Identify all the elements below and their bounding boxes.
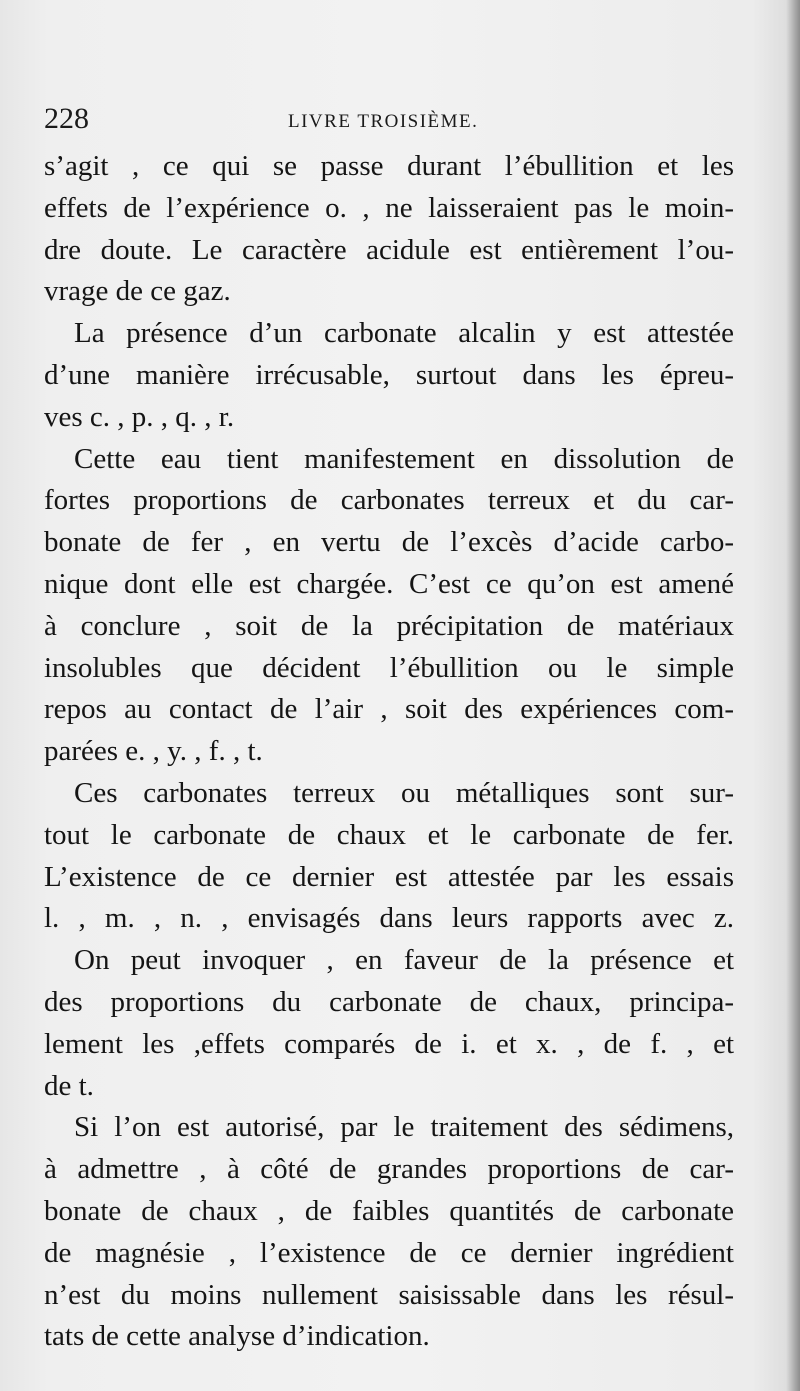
text-line: repos au contact de l’air , soit des expériences com- (44, 693, 734, 726)
text-line: parées e. , y. , f. , t. (44, 735, 263, 768)
text-line: tats de cette analyse d’indication. (44, 1320, 430, 1353)
text-line: de t. (44, 1069, 94, 1102)
text-line: insolubles que décident l’ébullition ou le simple (44, 651, 734, 684)
text-line: ves c. , p. , q. , r. (44, 400, 235, 433)
page-edge-shadow (786, 0, 800, 1391)
text-line: L’existence de ce dernier est attestée par les essais (44, 860, 734, 893)
text-line: lement les ,effets comparés de i. et x. , de f. , et (44, 1027, 734, 1060)
text-line: de magnésie , l’existence de ce dernier ingrédient (44, 1236, 734, 1269)
text-line: l. , m. , n. , envisagés dans leurs rapports avec z. (44, 902, 734, 935)
text-line: n’est du moins nullement saisissable dans les résul- (44, 1278, 734, 1311)
text-line: vrage de ce gaz. (44, 275, 231, 308)
text-line: dre doute. Le caractère acidule est entièrement l’ou- (44, 233, 734, 266)
page-number: 228 (44, 102, 89, 135)
text-line: fortes proportions de carbonates terreux et du car- (44, 484, 734, 517)
text-line: à admettre , à côté de grandes proportions de car- (44, 1153, 734, 1186)
text-line: bonate de chaux , de faibles quantités de carbonate (44, 1194, 734, 1227)
text-line: tout le carbonate de chaux et le carbonate de fer. (44, 818, 734, 851)
running-head: LIVRE TROISIÈME. (288, 111, 479, 132)
paragraph-first-line: Si l’on est autorisé, par le traitement des sédimens, (74, 1111, 734, 1144)
body-text (44, 146, 734, 1358)
text-line: d’une manière irrécusable, surtout dans les épreu- (44, 358, 734, 391)
paragraph-first-line: Cette eau tient manifestement en dissolution de (74, 442, 734, 475)
text-line: des proportions du carbonate de chaux, principa- (44, 985, 734, 1018)
text-line: nique dont elle est chargée. C’est ce qu’on est amené (44, 567, 734, 600)
paragraph-first-line: Ces carbonates terreux ou métalliques sont sur- (74, 776, 734, 809)
text-line: s’agit , ce qui se passe durant l’ébullition et les (44, 150, 734, 182)
text-line: à conclure , soit de la précipitation de matériaux (44, 609, 734, 642)
paragraph-first-line: On peut invoquer , en faveur de la présence et (74, 944, 734, 977)
paragraph-first-line: La présence d’un carbonate alcalin y est attestée (74, 317, 734, 350)
text-line: effets de l’expérience o. , ne laisseraient pas le moin- (44, 191, 734, 224)
page-header (44, 104, 734, 138)
text-line: bonate de fer , en vertu de l’excès d’acide carbo- (44, 526, 734, 559)
